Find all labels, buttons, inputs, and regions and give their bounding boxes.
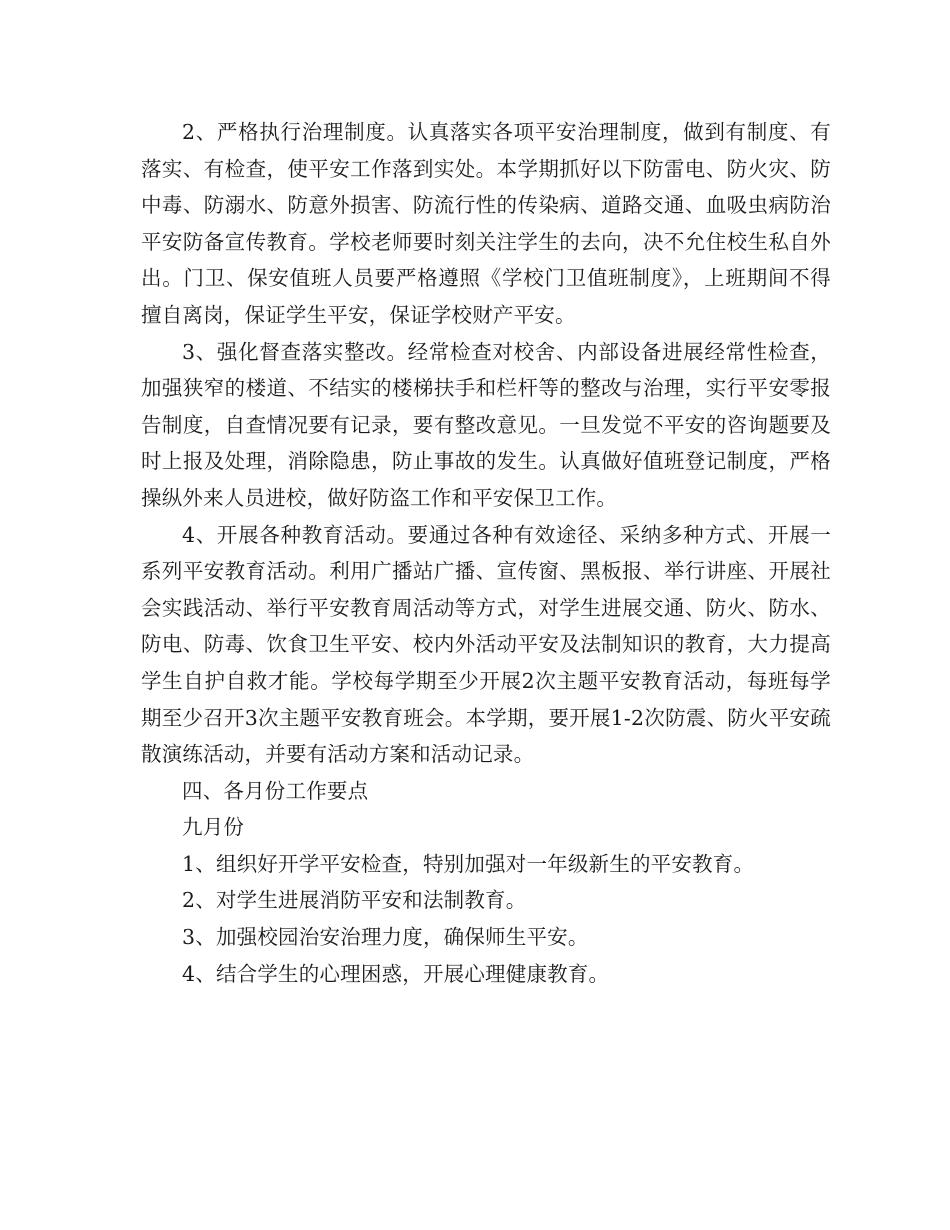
paragraph-supervision-rectification: 3、强化督查落实整改。经常检查对校舍、内部设备进展经常性检查，加强狭窄的楼道、不结实的楼梯扶手和栏杆等的整改与治理，实行平安零报告制度，自查情况要有记录，要有整改意见。一旦发觉不平安的咨询题要及时上报及处理，消除隐患，防止事故的发生。认真做好值班登记制度，严格操纵外来人员进校，做好防盗工作和平安保卫工作。 — [141, 339, 831, 510]
document-body — [141, 114, 831, 992]
list-item: 2、对学生进展消防平安和法制教育。 — [182, 888, 527, 913]
list-item: 4、结合学生的心理困惑，开展心理健康教育。 — [182, 961, 610, 986]
paragraph-safety-management-system: 2、严格执行治理制度。认真落实各项平安治理制度，做到有制度、有落实、有检查，使平安工作落到实处。本学期抓好以下防雷电、防火灾、防中毒、防溺水、防意外损害、防流行性的传染病、道路交通、血吸虫病防治平安防备宣传教育。学校老师要时刻关注学生的去向，决不允住校生私自外出。门卫、保安值班人员要严格遵照《学校门卫值班制度》，上班期间不得擅自离岗，保证学生平安，保证学校财产平安。 — [141, 120, 831, 327]
section-heading: 四、各月份工作要点 — [182, 778, 369, 803]
month-heading: 九月份 — [182, 815, 245, 840]
list-item: 3、加强校园治安治理力度，确保师生平安。 — [182, 925, 589, 950]
list-item: 1、组织好开学平安检查，特别加强对一年级新生的平安教育。 — [182, 851, 755, 876]
paragraph-education-activities: 4、开展各种教育活动。要通过各种有效途径、采纳多种方式、开展一系列平安教育活动。利用广播站广播、宣传窗、黑板报、举行讲座、开展社会实践活动、举行平安教育周活动等方式，对学生进展交通、防火、防水、防电、防毒、饮食卫生平安、校内外活动平安及法制知识的教育，大力提高学生自护自救才能。学校每学期至少开展2次主题平安教育活动，每班每学期至少召开3次主题平安教育班会。本学期，要开展1-2次防震、防火平安疏散演练活动，并要有活动方案和活动记录。 — [141, 522, 831, 767]
